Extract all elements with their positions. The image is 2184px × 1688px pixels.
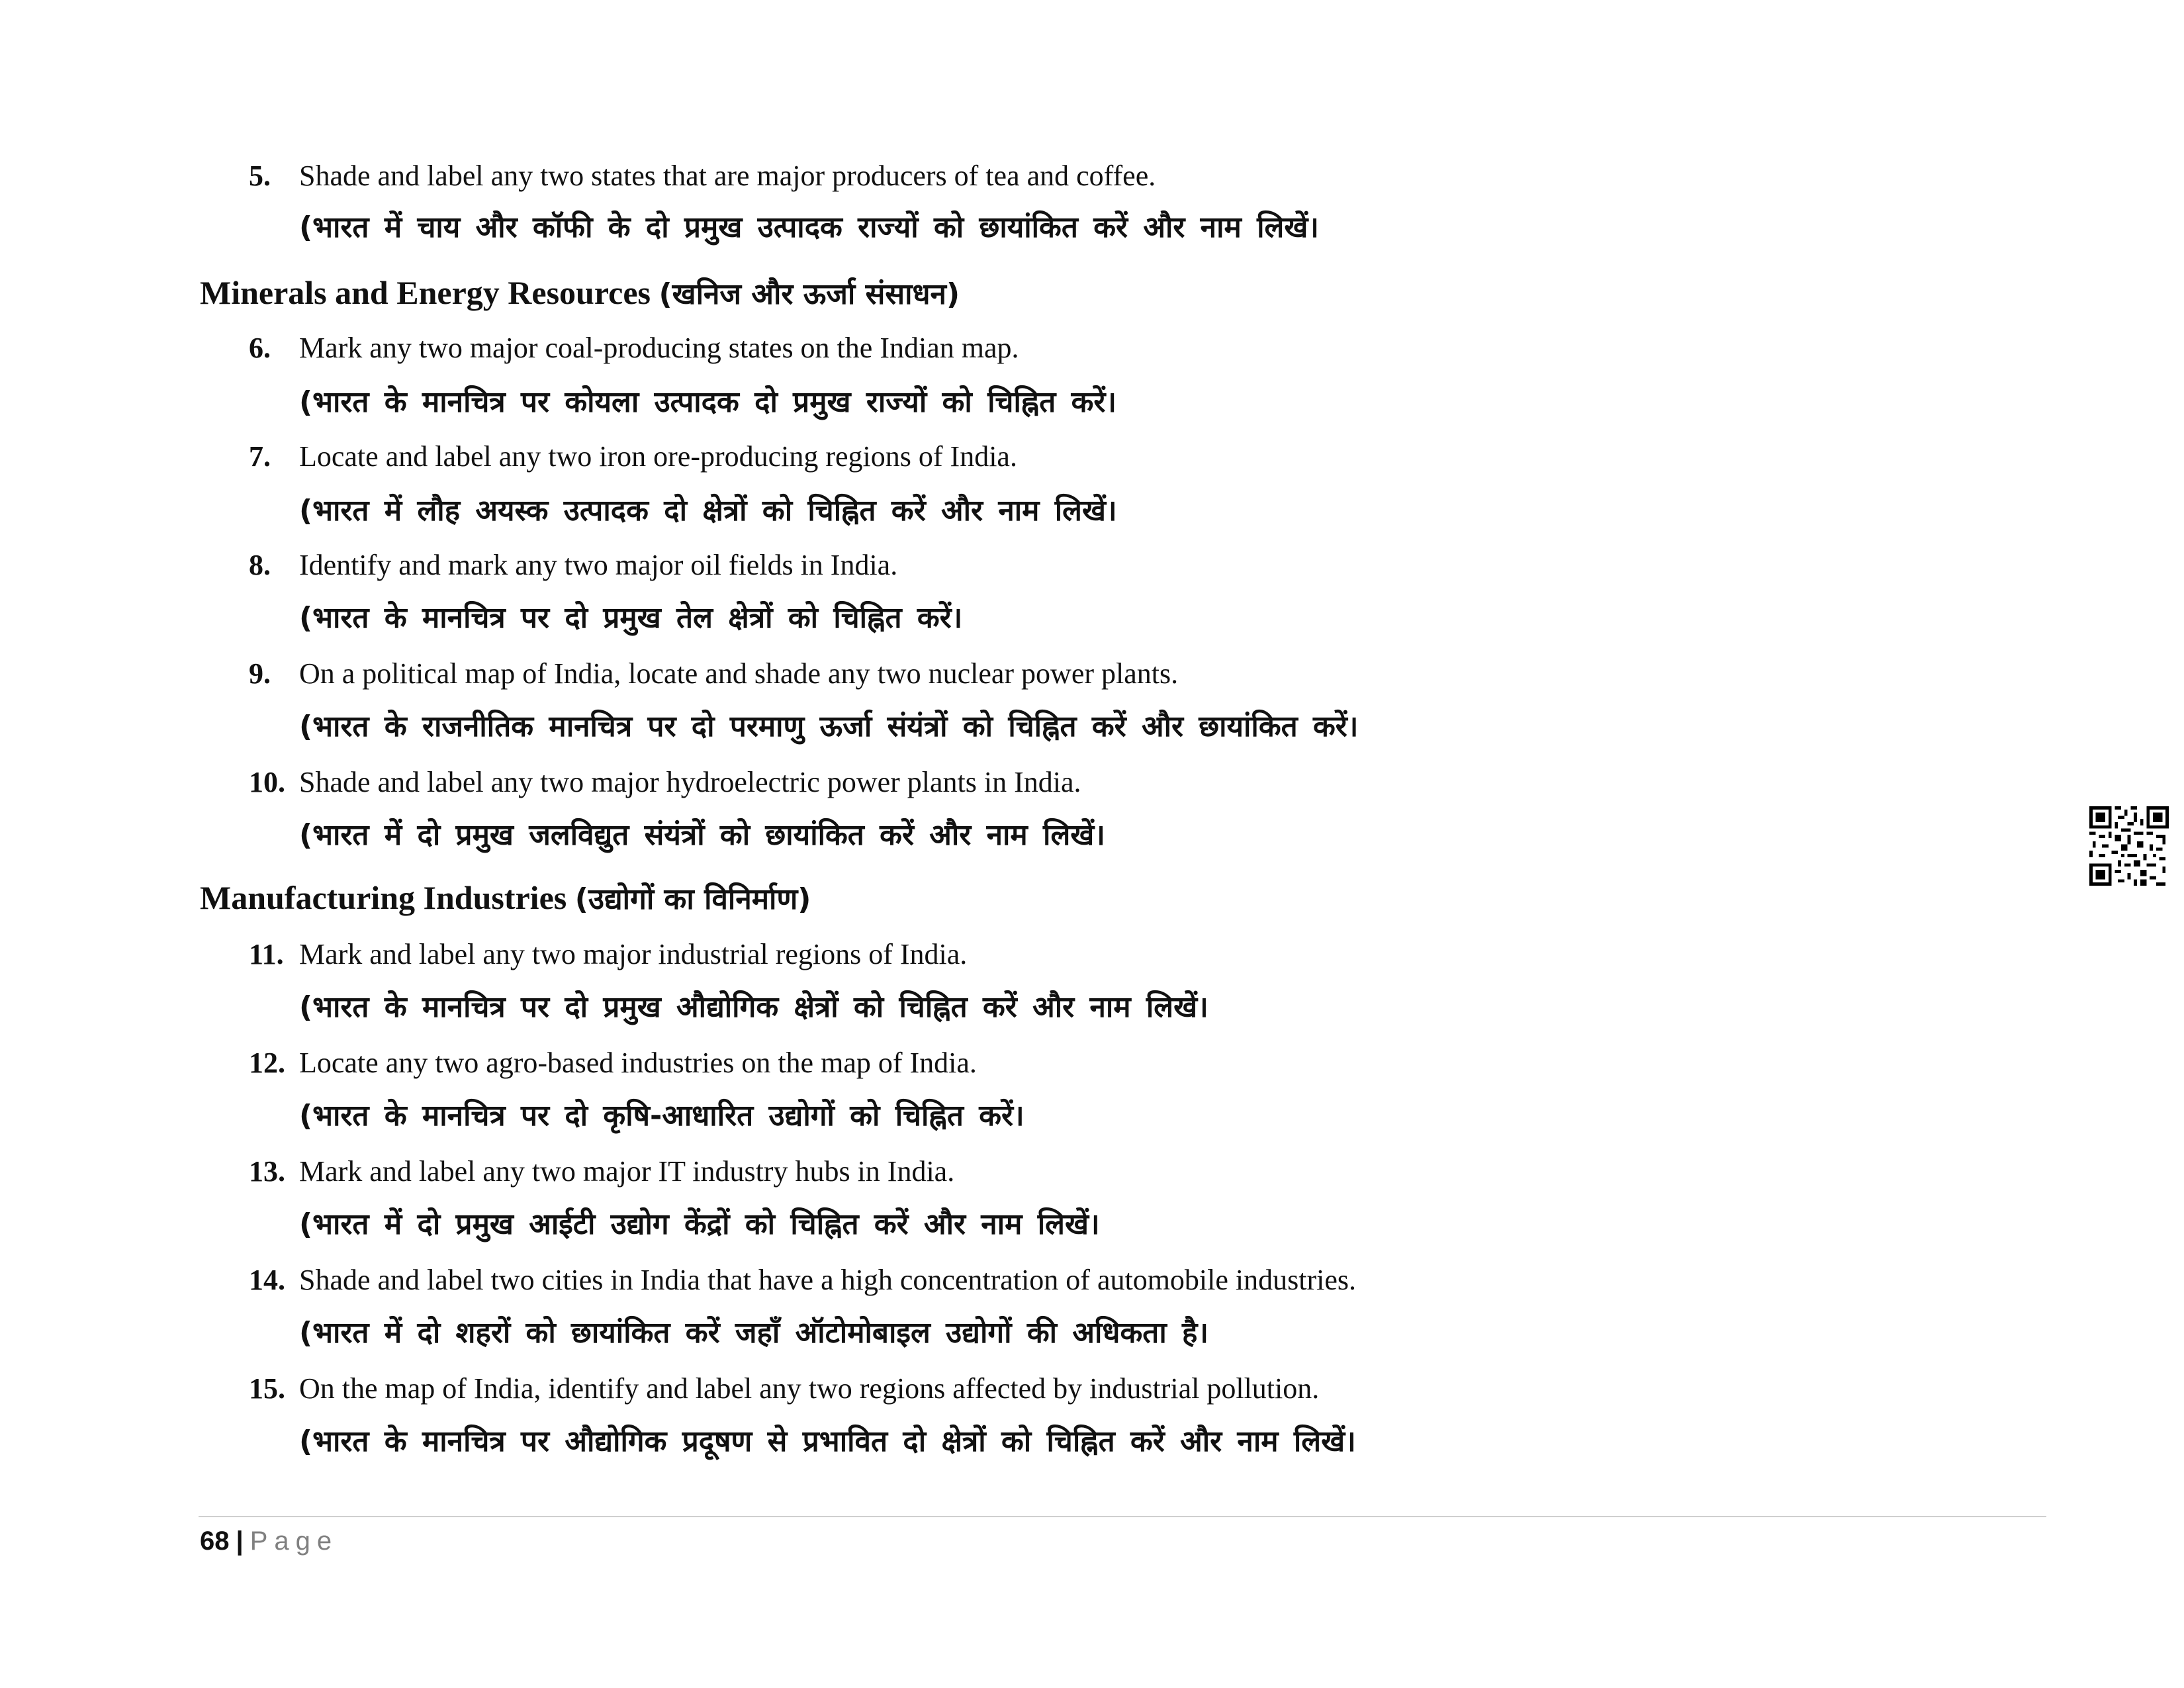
question-text-en: Identify and mark any two major oil fields in India. bbox=[299, 549, 898, 581]
section-heading-manufacturing bbox=[200, 878, 811, 919]
question-text-hi: (भारत में दो प्रमुख आईटी उद्योग केंद्रों को चिह्नित करें और नाम लिखें। bbox=[299, 1207, 1100, 1241]
question-number: 8. bbox=[249, 549, 271, 581]
question-14 bbox=[249, 1262, 1356, 1299]
question-text-hi: (भारत के मानचित्र पर दो प्रमुख औद्योगिक क्षेत्रों को चिह्नित करें और नाम लिखें। bbox=[299, 990, 1208, 1024]
question-text-hi: (भारत के मानचित्र पर दो कृषि-आधारित उद्योगों को चिह्नित करें। bbox=[299, 1099, 1024, 1133]
question-text-en: On a political map of India, locate and shade any two nuclear power plants. bbox=[299, 657, 1179, 690]
question-number: 13. bbox=[249, 1155, 285, 1188]
question-5 bbox=[249, 158, 1156, 195]
question-12 bbox=[249, 1045, 977, 1082]
question-15 bbox=[249, 1370, 1319, 1407]
qr-code-icon bbox=[2089, 806, 2169, 886]
footer-separator: | bbox=[236, 1526, 244, 1556]
question-8 bbox=[249, 547, 897, 584]
page-number: 68 bbox=[200, 1526, 230, 1556]
section-title-hi: (उद्योगों का विनिर्माण) bbox=[574, 882, 811, 916]
question-text-hi: (भारत में दो प्रमुख जलविद्युत संयंत्रों को छायांकित करें और नाम लिखें। bbox=[299, 818, 1105, 852]
question-text-hi: (भारत में दो शहरों को छायांकित करें जहाँ ऑटोमोबाइल उद्योगों की अधिकता है। bbox=[299, 1316, 1209, 1350]
question-text-en: Mark and label any two major industrial regions of India. bbox=[299, 938, 968, 970]
question-number: 12. bbox=[249, 1047, 285, 1079]
question-10 bbox=[249, 764, 1081, 801]
question-text-en: Shade and label any two major hydroelectric power plants in India. bbox=[299, 766, 1081, 798]
question-text-hi: (भारत के मानचित्र पर औद्योगिक प्रदूषण से प्रभावित दो क्षेत्रों को चिह्नित करें और नाम लिखें। bbox=[299, 1425, 1356, 1458]
question-text-hi: (भारत में लौह अयस्क उत्पादक दो क्षेत्रों को चिह्नित करें और नाम लिखें। bbox=[299, 494, 1117, 528]
question-text-en: Locate any two agro-based industries on the map of India. bbox=[299, 1047, 977, 1079]
question-number: 7. bbox=[249, 440, 271, 473]
question-text-en: On the map of India, identify and label any two regions affected by industrial pollution. bbox=[299, 1372, 1320, 1405]
question-text-hi: (भारत में चाय और कॉफी के दो प्रमुख उत्पादक राज्यों को छायांकित करें और नाम लिखें। bbox=[299, 211, 1319, 244]
question-11 bbox=[249, 936, 967, 973]
question-number: 5. bbox=[249, 160, 271, 192]
question-text-hi: (भारत के मानचित्र पर कोयला उत्पादक दो प्रमुख राज्यों को चिह्नित करें। bbox=[299, 385, 1117, 419]
question-number: 9. bbox=[249, 657, 271, 690]
question-text-hi: (भारत के मानचित्र पर दो प्रमुख तेल क्षेत्रों को चिह्नित करें। bbox=[299, 601, 963, 635]
page-footer bbox=[200, 1523, 338, 1560]
question-7 bbox=[249, 438, 1017, 475]
section-title-en: Manufacturing Industries bbox=[200, 879, 567, 916]
question-6 bbox=[249, 330, 1019, 367]
question-number: 15. bbox=[249, 1372, 285, 1405]
question-text-en: Shade and label any two states that are major producers of tea and coffee. bbox=[299, 160, 1156, 192]
footer-divider bbox=[199, 1516, 2046, 1517]
section-title-hi: (खनिज और ऊर्जा संसाधन) bbox=[659, 277, 960, 311]
question-text-en: Shade and label two cities in India that have a high concentration of automobile industries. bbox=[299, 1264, 1356, 1296]
question-text-en: Mark any two major coal-producing states on the Indian map. bbox=[299, 332, 1019, 364]
section-title-en: Minerals and Energy Resources bbox=[200, 274, 651, 311]
question-text-hi: (भारत के राजनीतिक मानचित्र पर दो परमाणु ऊर्जा संयंत्रों को चिह्नित करें और छायांकित करें। bbox=[299, 710, 1359, 743]
section-heading-minerals bbox=[200, 273, 960, 314]
question-number: 14. bbox=[249, 1264, 285, 1296]
question-text-en: Locate and label any two iron ore-producing regions of India. bbox=[299, 440, 1017, 473]
question-number: 10. bbox=[249, 766, 285, 798]
question-number: 6. bbox=[249, 332, 271, 364]
question-9 bbox=[249, 655, 1178, 692]
question-13 bbox=[249, 1153, 954, 1190]
question-text-en: Mark and label any two major IT industry hubs in India. bbox=[299, 1155, 955, 1188]
question-number: 11. bbox=[249, 938, 284, 970]
page-label: Page bbox=[250, 1526, 339, 1556]
